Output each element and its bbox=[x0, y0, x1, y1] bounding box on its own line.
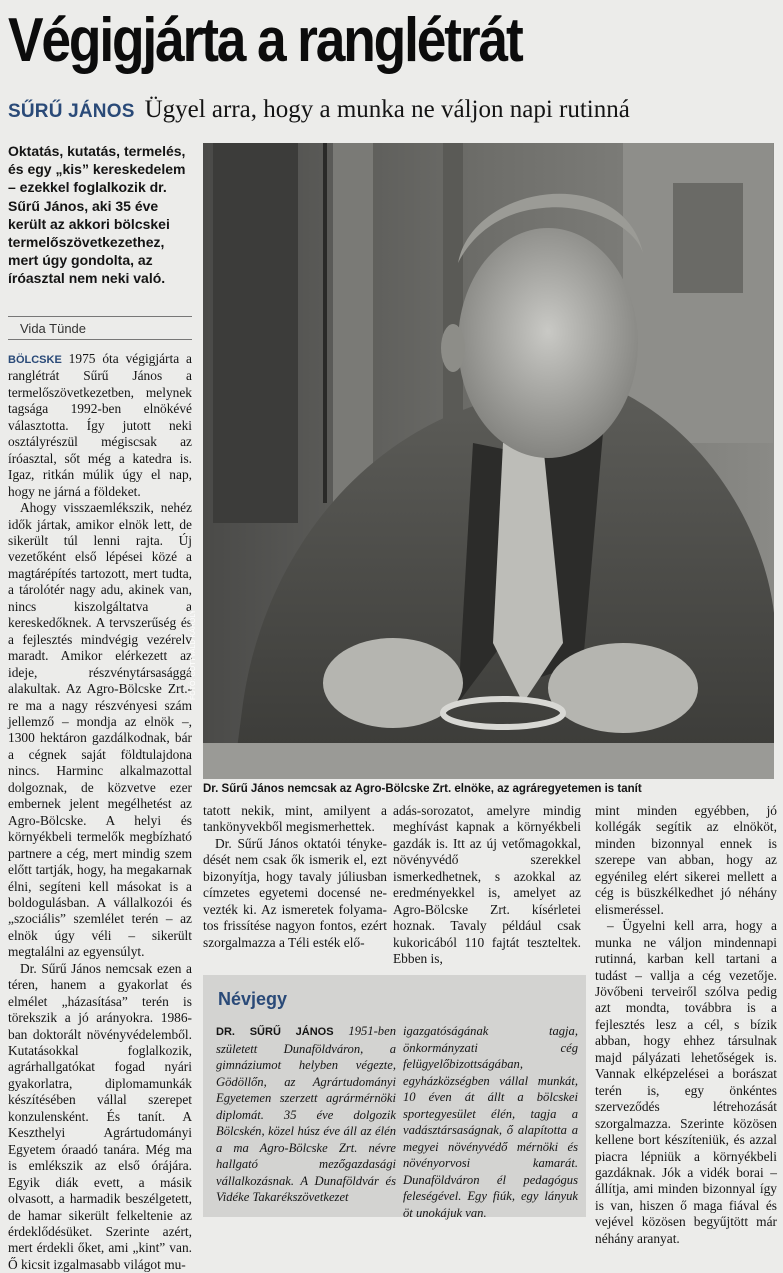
article-column-3 bbox=[393, 803, 581, 967]
nevjegy-column-1: DR. SŰRŰ JÁNOS 1951-ben született Dunaföldváron, a gimnáziumot helyben végezte, Gödöllőn, az Agrártudományi Egyetemen szerzett agrármérnöki diplomát. 35 éve dolgozik Bölcskén, közel húsz éve áll az élén a ma Agro-Bölcske Zrt. névre hallgató mezőgazdasági vállalkozásnak. A Dunaföldvár és Vidéke Takarékszövetkezet bbox=[216, 1024, 396, 1204]
headline: Végigjárta a ranglétrát bbox=[8, 6, 522, 75]
article-paragraph: adás-sorozatot, amelyre mindig meghívást kapnak a környékbeli gazdák is. Itt az új vetőmagokkal, növényvédő szerekkel ismerkedhetnek, s azokkal az eredményekkel is, amelyet az Agro-Bölcske Zrt. kísérletei hoznak. Tavaly például csak kukoricából 110 fajtát teszteltek. Ebben is, bbox=[393, 803, 581, 967]
nevjegy-column-2: igazgatóságának tagja, önkormányzati cég felügyelőbizottságában, egyházközségben vállal munkát, 10 éven át állt a bölcskei sportegyesület élén, tagja a vadásztársaságnak, ő alapította a megyei növényvédő mérnöki és növényorvosi kamarát. Dunaföldváron él pedagógus feleségével. Egy fiúk, egy lányuk öt unokájuk van. bbox=[403, 1024, 578, 1220]
portrait-photo bbox=[203, 143, 774, 779]
article-column-2 bbox=[203, 803, 387, 963]
lead-rule-top bbox=[8, 316, 192, 317]
article-paragraph: Dr. Sűrű János oktatói ténykedését nem csak ők ismerik el, ezt bizonyítja, hogy tavaly júliusban címzetes egyetemi docensé nevezték ki. Az ismeretek folyamatos frissítése nagyon fontos, ezért szorgalmazza a Téli esték elő- bbox=[203, 835, 387, 950]
article-paragraph: Ahogy visszaemlékszik, nehéz idők jártak, amikor elnök lett, de sikerült túl lenni rajta. Új vezetőként első lépései közé a magtárépítés tartozott, mert tudta, a tárolótér nagy adu, akinek van, nincs kiszolgáltatva a kereskedőknek. A tervszerűség és a fejlesztés mindvégig vezérelv maradt. Amikor elérkezett az ideje, részvénytársasággá alakultak. Az Agro-Bölcske Zrt.-re ma a nagy részvényesi szám jellemző – mondja az elnök –, 1300 hektáron gazdálkodnak, bár a cégnek saját földtulajdona nincs. Harminc alkalmazottal dolgoznak, de közvetve ezer embernek jelent megélhetést az Agro-Bölcske. A helyi és környékbeli termelők megbízható partnere a cég, mert mindig szem előtt tartják, hogy, ha megakarnak élni, segíteni kell másokat is a boldogulásban. A vállalkozói és „szociális” szemlélet terén – az elnök úgy véli – sikerült megtalálni az egyensúlyt. bbox=[8, 500, 192, 960]
dateline: BÖLCSKE bbox=[8, 354, 62, 366]
article-paragraph: mint minden egyébben, jó kollégák segítik az elnököt, minden bizonnyal ennek is szerepe van abban, hogy az egyénileg elért sikerei mellett a cég is büszkélkedhet jó néhány elismeréssel. bbox=[595, 803, 777, 917]
nevjegy-name: DR. SŰRŰ JÁNOS bbox=[216, 1026, 334, 1038]
deck-name: SŰRŰ JÁNOS bbox=[8, 101, 135, 122]
article-column-1 bbox=[8, 351, 192, 1272]
author: Vida Tünde bbox=[20, 321, 87, 336]
photo-caption: Dr. Sűrű János nemcsak az Agro-Bölcske Zrt. elnöke, az agráregyetemen is tanít bbox=[203, 783, 642, 795]
article-paragraph: – Ügyelni kell arra, hogy a munka ne váljon mindennapi rutinná, karban kell tartani a tudást – vallja a cég vezetője. Jövőbeni terveiről szólva pedig azt mondta, továbbra is a fejlesztés lesz a cél, s bízik abban, hogy ehhez társulnak majd pályázati lehetőségek is. Vannak elképzelései a borászat terén is, egy önkéntes szerveződés létrehozását szorgalmazza. Szerinte közösen kellene bort készíteniük, és azzal piacra lépniük a környékbeli gazdáknak. Jók a vidék borai – állítja, ami minden bizonnyal így is van, hiszen ő maga fiával és vejével közösen begyűjtött már néhány aranyat. bbox=[595, 918, 777, 1246]
article-paragraph: Dr. Sűrű János nemcsak ezen a téren, hanem a gyakorlat és elmélet „házasítása” terén is törekszik a jó arányokra. 1986-ban doktorált növényvédelemből. Kutatásokkal foglalkozik, agrárhallgatókat fogad nyári gyakorlatra, diplomamunkák készítésében vállal szerepet konzulensként. És tanít. A Keszthelyi Agrártudományi Egyetem óraadó tanára. Még ma is emlékszik az első órájára. Egyik diák evett, a másik olvasott, a harmadik beszélgetett, de hamar sikerült felkeltenie az érdeklődésüket. Szerinte azért, mert érdekli őket, ami „kint” van. Ő kicsit izgalmasabb világot mu- bbox=[8, 960, 192, 1272]
article-paragraph: tatott nekik, mint, amilyent a tankönyvekből megismerhettek. bbox=[203, 803, 387, 835]
deck bbox=[8, 96, 768, 132]
photo-credit: FOTÓ: GOTTVALD KÁROLY bbox=[190, 609, 197, 700]
lead-paragraph: Oktatás, kutatás, termelés, és egy „kis” kereskedelem – ezekkel foglalkozik dr. Sűrű János, aki 35 éve került az akkori bölcskei termelőszövetkezethez, mert úgy gondolta, az íróasztal nem neki való. bbox=[8, 143, 186, 287]
deck-subtitle: Ügyel arra, hogy a munka ne váljon napi rutinná bbox=[144, 96, 630, 123]
article-paragraph: BÖLCSKE 1975 óta végigjárta a ranglétrát Sűrű János a termelőszövetkezetben, melynek tagsága 1992-ben elnökévé választotta. Így jutott neki osztályrészül mégiscsak az íróasztal, sőt még a katedra is. Igaz, ritkán múlik úgy el nap, hogy ne járná a földeket. bbox=[8, 351, 192, 499]
nevjegy-title: Névjegy bbox=[218, 989, 288, 1009]
article-column-4 bbox=[595, 803, 777, 1246]
lead-rule-bottom bbox=[8, 339, 192, 340]
